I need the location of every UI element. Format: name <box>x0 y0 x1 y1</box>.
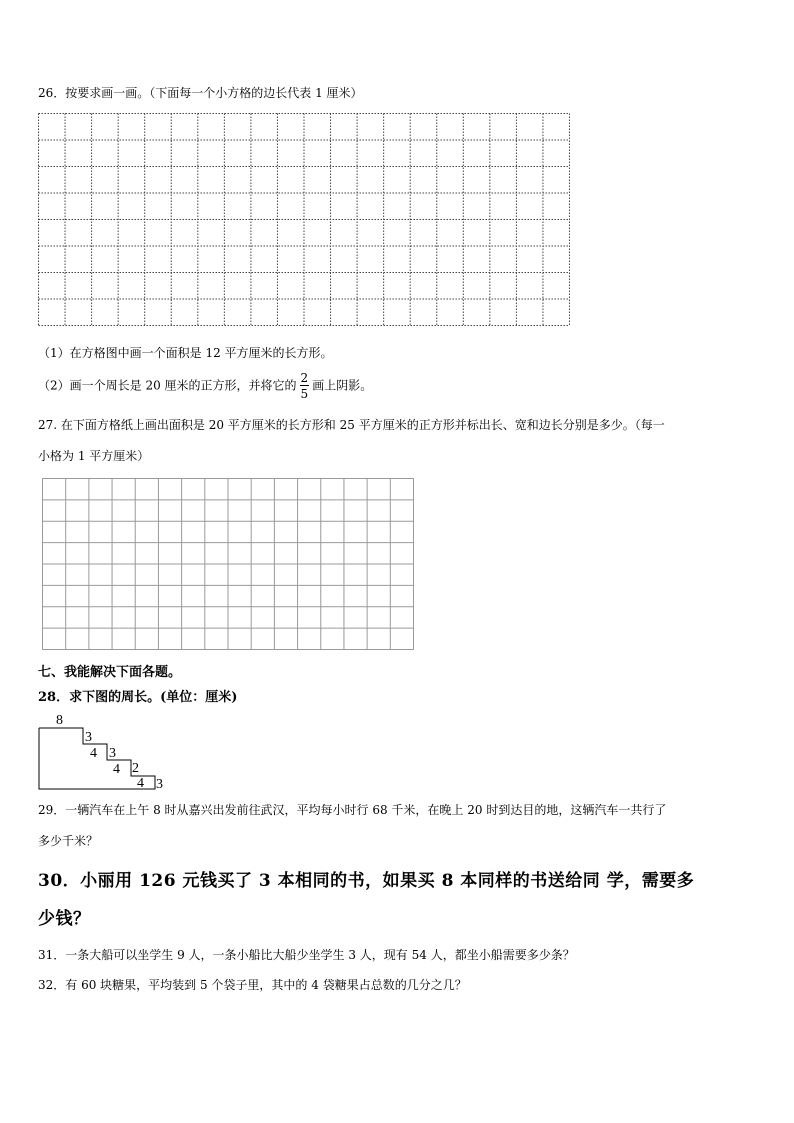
q26-title: 26．按要求画一画。（下面每一个小方格的边长代表 1 厘米） <box>38 86 363 100</box>
q28-label-r4: 3 <box>156 777 163 792</box>
q26-fraction <box>300 372 310 400</box>
q26-part1: （1）在方格图中画一个面积是 12 平方厘米的长方形。 <box>38 346 333 360</box>
q30-line1: 30．小丽用 126 元钱买了 3 本相同的书，如果买 8 本同样的书送给同 学，需要多 <box>38 871 695 891</box>
q28-label-r2: 3 <box>109 746 116 761</box>
q27-grid <box>42 478 414 650</box>
q26-part2 <box>38 372 372 400</box>
q30-line2: 少钱？ <box>38 909 91 929</box>
q28-label-r3: 2 <box>132 761 139 776</box>
q27-line2: 小格为 1 平方厘米） <box>38 449 150 463</box>
q27-line1: 27. 在下面方格纸上画出面积是 20 平方厘米的长方形和 25 平方厘米的正方形并标出长、宽和边长分别是多少。（每一 <box>38 418 665 432</box>
q26-fraction-denominator: 5 <box>300 387 309 401</box>
q29-line2: 多少千米？ <box>38 834 99 848</box>
q28-label-t3: 4 <box>113 762 120 777</box>
q26-part2-after: 画上阴影。 <box>312 378 373 393</box>
q28-label-t4: 4 <box>137 776 144 791</box>
q28-label-r1: 3 <box>85 730 92 745</box>
q26-dotted-grid <box>38 113 570 326</box>
q32-text: 32．有 60 块糖果，平均装到 5 个袋子里，其中的 4 袋糖果占总数的几分之几？ <box>38 978 467 992</box>
q28-label-t2: 4 <box>90 746 97 761</box>
q26-part2-before: （2）画一个周长是 20 厘米的正方形，并将它的 <box>38 378 297 393</box>
q28-label-top: 8 <box>56 713 63 728</box>
q28-staircase-figure <box>36 712 166 792</box>
q28-title: 28．求下图的周长。(单位：厘米) <box>38 690 238 705</box>
q29-line1: 29．一辆汽车在上午 8 时从嘉兴出发前往武汉，平均每小时行 68 千米，在晚上 20 时到达目的地，这辆汽车一共行了 <box>38 803 667 817</box>
q31-text: 31．一条大船可以坐学生 9 人，一条小船比大船少坐学生 3 人，现有 54 人，都坐小船需要多少条？ <box>38 948 575 962</box>
q26-fraction-numerator: 2 <box>300 371 309 385</box>
section7-heading: 七、我能解决下面各题。 <box>38 665 182 680</box>
